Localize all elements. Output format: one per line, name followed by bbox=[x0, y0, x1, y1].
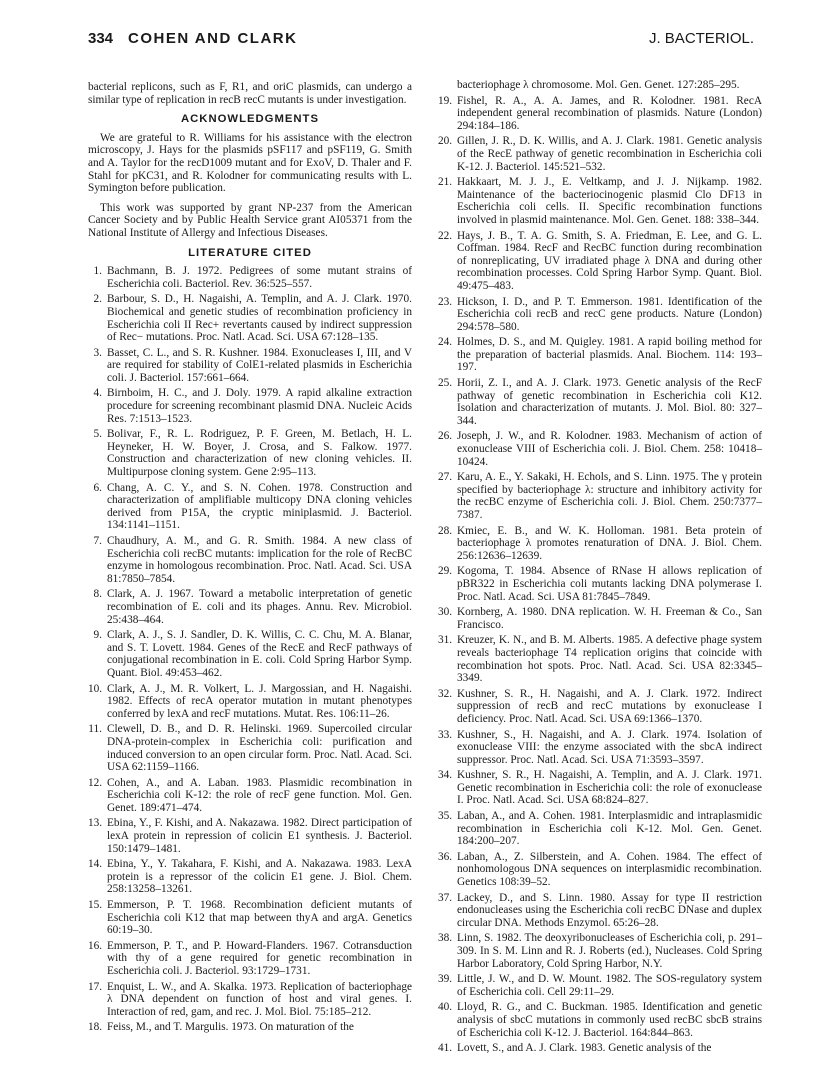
reference-number: 11. bbox=[88, 723, 102, 736]
journal-name: J. BACTERIOL. bbox=[648, 30, 754, 47]
reference-number: 17. bbox=[88, 980, 103, 993]
reference-text: Hays, J. B., T. A. G. Smith, S. A. Friedman, E. Lee, and G. L. Coffman. 1984. RecF and RecBC function during recombination of nonreplicating, UV irradiated phage λ DNA and during other recombination processes. Cold Spring Harbor Symp. Quant. Biol. 49:475–483. bbox=[457, 229, 762, 292]
reference-text: Kornberg, A. 1980. DNA replication. W. H. Freeman & Co., San Francisco. bbox=[457, 606, 762, 631]
reference-item bbox=[438, 1042, 762, 1055]
reference-number: 31. bbox=[438, 634, 453, 647]
right-column bbox=[438, 79, 762, 1058]
reference-number: 5. bbox=[93, 428, 102, 441]
reference-number: 4. bbox=[93, 387, 102, 400]
reference-text: Clark, A. J., M. R. Volkert, L. J. Margossian, and H. Nagaishi. 1982. Effects of recA operator mutation in mutant phenotypes conferred by lexA and recF mutations. Mutat. Res. 106:11–26. bbox=[107, 682, 412, 720]
reference-number: 35. bbox=[438, 810, 453, 823]
reference-text: Holmes, D. S., and M. Quigley. 1981. A rapid boiling method for the preparation of bacterial plasmids. Anal. Biochem. 114: 193–197. bbox=[457, 336, 762, 374]
reference-text: Cohen, A., and A. Laban. 1983. Plasmidic recombination in Escherichia coli K-12: the role of recF gene function. Mol. Gen. Genet. 189:471–474. bbox=[107, 776, 412, 814]
reference-text: Horii, Z. I., and A. J. Clark. 1973. Genetic analysis of the RecF pathway of genetic recombination in Escherichia coli K12. Isolation and characterization of mutants. J. Mol. Biol. 80: 327–344. bbox=[457, 377, 762, 427]
reference-number: 33. bbox=[438, 728, 453, 741]
reference-item bbox=[438, 95, 762, 133]
reference-text: Gillen, J. R., D. K. Willis, and A. J. Clark. 1981. Genetic analysis of the RecE pathway of genetic recombination in Escherichia coli K-12. J. Bacteriol. 145:521–532. bbox=[457, 135, 762, 173]
page-number: 334 bbox=[88, 30, 114, 47]
reference-number: 3. bbox=[93, 346, 102, 359]
reference-item bbox=[88, 777, 412, 815]
reference-text: Clark, A. J., S. J. Sandler, D. K. Willis, C. C. Chu, M. A. Blanar, and S. T. Lovett. 1984. Genes of the RecE and RecF pathways of conjugational recombination in E. coli. Cold Spring Harbor Symp. Quant. Biol. 49:453–462. bbox=[107, 629, 412, 679]
reference-item bbox=[438, 606, 762, 631]
reference-item bbox=[88, 1021, 412, 1034]
reference-item bbox=[88, 387, 412, 425]
reference-number: 2. bbox=[93, 293, 102, 306]
reference-number: 7. bbox=[93, 535, 102, 547]
reference-number: 15. bbox=[88, 899, 103, 912]
reference-item bbox=[88, 817, 412, 855]
reference-item bbox=[438, 377, 762, 427]
reference-number: 1. bbox=[93, 265, 102, 278]
reference-text: Kushner, S., H. Nagaishi, and A. J. Clark. 1974. Isolation of exonuclease VIII: the enzyme associated with the sbcA indirect suppressor. Proc. Natl. Acad. Sci. USA 71:3593–3597. bbox=[457, 728, 762, 766]
reference-text: Karu, A. E., Y. Sakaki, H. Echols, and S. Linn. 1975. The γ protein specified by bacteriophage λ: structure and inhibitory activity for the recBC enzyme of Escherichia coli. J. Biol. Chem. 250:7377–7387. bbox=[457, 471, 762, 521]
reference-item bbox=[88, 899, 412, 937]
acknowledgments-heading: ACKNOWLEDGMENTS bbox=[180, 113, 319, 126]
reference-text: Basset, C. L., and S. R. Kushner. 1984. Exonucleases I, III, and V are required for stability of ColE1-related plasmids in Escherichia coli. J. Bacteriol. 157:661–664. bbox=[107, 346, 412, 384]
reference-list-left bbox=[88, 265, 412, 1034]
reference-text: Lloyd, R. G., and C. Buckman. 1985. Identification and genetic analysis of sbcC mutations in commonly used recBC sbcB strains of Escherichia coli K-12. J. Bacteriol. 164:844–863. bbox=[457, 1001, 762, 1039]
reference-text: Lovett, S., and A. J. Clark. 1983. Genetic analysis of the bbox=[457, 1042, 712, 1055]
reference-item bbox=[438, 230, 762, 293]
reference-number: 22. bbox=[438, 229, 453, 242]
reference-number: 37. bbox=[438, 891, 453, 904]
reference-number: 30. bbox=[438, 606, 453, 619]
reference-number: 28. bbox=[438, 524, 453, 537]
reference-text: Ebina, Y., F. Kishi, and A. Nakazawa. 1982. Direct participation of lexA protein in repression of colicin E1 synthesis. J. Bacteriol. 150:1479–1481. bbox=[107, 817, 412, 855]
reference-item bbox=[438, 336, 762, 374]
reference-item bbox=[438, 932, 762, 970]
reference-text: Enquist, L. W., and A. Skalka. 1973. Replication of bacteriophage λ DNA dependent on function of host and viral genes. I. Interaction of red, gam, and rec. J. Mol. Biol. 75:185–212. bbox=[107, 980, 412, 1018]
reference-item bbox=[88, 482, 412, 532]
reference-item bbox=[438, 176, 762, 226]
reference-list-right bbox=[438, 95, 762, 1055]
reference-item bbox=[88, 858, 412, 896]
reference-text: Bolivar, F., R. L. Rodriguez, P. F. Green, M. Betlach, H. L. Heyneker, H. W. Boyer, J. Crosa, and S. Falkow. 1977. Construction and characterization of new cloning vehicles. II. Multipurpose cloning system. Gene 2:95–113. bbox=[107, 428, 412, 479]
reference-text: Feiss, M., and T. Margulis. 1973. On maturation of the bbox=[107, 1021, 354, 1034]
reference-text: Ebina, Y., Y. Takahara, F. Kishi, and A. Nakazawa. 1983. LexA protein is a repressor of the colicin E1 gene. J. Biol. Chem. 258:13258–13261. bbox=[107, 858, 412, 896]
reference-text: Birnboim, H. C., and J. Doly. 1979. A rapid alkaline extraction procedure for screening recombinant plasmid DNA. Nucleic Acids Res. 7:1513–1523. bbox=[107, 387, 412, 425]
reference-text: Little, J. W., and D. W. Mount. 1982. The SOS-regulatory system of Escherichia coli. Cell 29:11–29. bbox=[457, 973, 762, 998]
reference-number: 18. bbox=[88, 1021, 103, 1034]
reference-item bbox=[438, 851, 762, 889]
reference-item bbox=[88, 723, 412, 773]
reference-text: Kushner, S. R., H. Nagaishi, and A. J. Clark. 1972. Indirect suppression of recB and recC mutations by exonuclease I deficiency. Proc. Natl. Acad. Sci. USA 69:1366–1370. bbox=[457, 687, 762, 725]
reference-item bbox=[438, 565, 762, 603]
reference-number: 34. bbox=[438, 769, 453, 782]
reference-number: 27. bbox=[438, 471, 453, 484]
left-column bbox=[88, 81, 412, 1037]
reference-item bbox=[438, 688, 762, 726]
reference-number: 20. bbox=[438, 135, 453, 148]
reference-item bbox=[438, 892, 762, 930]
reference-item bbox=[88, 981, 412, 1019]
reference-text: Emmerson, P. T., and P. Howard-Flanders. 1967. Cotransduction with thy of a gene required for genetic recombination in Escherichia coli. J. Bacteriol. 93:1729–1731. bbox=[107, 939, 412, 977]
reference-number: 12. bbox=[88, 776, 103, 789]
reference-text: Laban, A., Z. Silberstein, and A. Cohen. 1984. The effect of nonhomologous DNA sequences on interplasmidic recombination. Genetics 108:39–52. bbox=[457, 850, 762, 889]
intro-text: bacterial replicons, such as F, R1, and oriC plasmids, can undergo a similar type of replication in recB recC mutants is under investigation. bbox=[88, 81, 412, 106]
reference-item bbox=[88, 683, 412, 721]
reference-item bbox=[438, 973, 762, 998]
reference-number: 21. bbox=[438, 176, 453, 189]
reference-number: 24. bbox=[438, 336, 453, 349]
reference-text: Kmiec, E. B., and W. K. Holloman. 1981. Beta protein of bacteriophage λ promotes renaturation of DNA. J. Biol. Chem. 256:12636–12639. bbox=[457, 524, 762, 562]
reference-text: Chaudhury, A. M., and G. R. Smith. 1984. A new class of Escherichia coli recBC mutants: implication for the role of RecBC enzyme in homologous recombination. Proc. Natl. Acad. Sci. USA 81:7850–7854. bbox=[107, 535, 412, 585]
reference-item bbox=[438, 525, 762, 563]
reference-item bbox=[88, 588, 412, 626]
reference-text: Emmerson, P. T. 1968. Recombination deficient mutants of Escherichia coli K12 that map between thyA and argA. Genetics 60:19–30. bbox=[107, 899, 412, 937]
reference-number: 13. bbox=[88, 817, 103, 830]
reference-item bbox=[88, 265, 412, 290]
reference-item bbox=[88, 535, 412, 585]
reference-number: 32. bbox=[438, 687, 453, 700]
reference-item bbox=[438, 296, 762, 334]
reference-number: 26. bbox=[438, 430, 453, 443]
reference-number: 10. bbox=[88, 682, 103, 695]
running-authors: COHEN AND CLARK bbox=[128, 30, 298, 47]
reference-number: 14. bbox=[88, 858, 103, 871]
reference-number: 38. bbox=[438, 932, 453, 945]
reference-item bbox=[88, 347, 412, 385]
reference-text: Chang, A. C. Y., and S. N. Cohen. 1978. Construction and characterization of amplifiable multicopy DNA cloning vehicles derived from P15A, the cryptic miniplasmid. J. Bacteriol. 134:1141–1151. bbox=[107, 481, 412, 532]
reference-number: 29. bbox=[438, 565, 453, 578]
reference-item bbox=[88, 428, 412, 478]
reference-item bbox=[438, 471, 762, 521]
reference-number: 25. bbox=[438, 377, 453, 390]
reference-text: Bachmann, B. J. 1972. Pedigrees of some mutant strains of Escherichia coli. Bacteriol. Rev. 36:525–557. bbox=[107, 265, 412, 290]
reference-item bbox=[438, 729, 762, 767]
page-header bbox=[88, 30, 754, 52]
reference-text: Fishel, R. A., A. A. James, and R. Kolodner. 1981. RecA independent general recombination of plasmids. Nature (London) 294:184–186. bbox=[457, 94, 762, 132]
reference-item bbox=[438, 135, 762, 173]
reference-item bbox=[438, 1001, 762, 1039]
funding-paragraph: This work was supported by grant NP-237 from the American Cancer Society and by Public Health Service grant AI05371 from the National Institute of Allergy and Infectious Diseases. bbox=[88, 201, 412, 239]
reference-number: 40. bbox=[438, 1001, 453, 1014]
reference-text: Clewell, D. B., and D. R. Helinski. 1969. Supercoiled circular DNA-protein-complex in Escherichia coli: purification and induced conversion to an open circular form. Proc. Natl. Acad. Sci. USA 62:1159–1166. bbox=[107, 723, 412, 774]
reference-item bbox=[88, 293, 412, 343]
reference-item bbox=[438, 810, 762, 848]
reference-number: 16. bbox=[88, 939, 103, 952]
reference-text: Linn, S. 1982. The deoxyribonucleases of Escherichia coli, p. 291–309. In S. M. Linn and R. J. Roberts (ed.), Nucleases. Cold Spring Harbor Laboratory, Cold Spring Harbor, N.Y. bbox=[457, 932, 762, 970]
literature-cited-heading: LITERATURE CITED bbox=[188, 246, 312, 259]
reference-number: 39. bbox=[438, 973, 453, 986]
reference-item bbox=[438, 634, 762, 684]
reference-item bbox=[88, 629, 412, 679]
reference-item bbox=[438, 769, 762, 807]
reference-item bbox=[438, 430, 762, 468]
reference-text: Kogoma, T. 1984. Absence of RNase H allows replication of pBR322 in Escherichia coli mutants lacking DNA polymerase I. Proc. Natl. Acad. Sci. USA 81:7845–7849. bbox=[457, 565, 762, 603]
reference-text: Joseph, J. W., and R. Kolodner. 1983. Mechanism of action of exonuclease VIII of Escherichia coli. J. Biol. Chem. 258: 10418–10424. bbox=[457, 430, 762, 468]
reference-text: Laban, A., and A. Cohen. 1981. Interplasmidic and intraplasmidic recombination in Escherichia coli K-12. Mol. Gen. Genet. 184:200–207. bbox=[457, 810, 762, 848]
reference-number: 36. bbox=[438, 850, 453, 863]
reference-number: 8. bbox=[93, 588, 102, 601]
reference-text: Barbour, S. D., H. Nagaishi, A. Templin, and A. J. Clark. 1970. Biochemical and genetic studies of recombination proficiency in Escherichia coli II Rec+ revertants caused by indirect suppression of Rec− mutations. Proc. Natl. Acad. Sci. USA 67:128–135. bbox=[107, 293, 412, 344]
reference-continuation: bacteriophage λ chromosome. Mol. Gen. Genet. 127:285–295. bbox=[457, 79, 740, 91]
reference-number: 19. bbox=[438, 94, 453, 107]
reference-number: 9. bbox=[93, 629, 102, 642]
reference-text: Lackey, D., and S. Linn. 1980. Assay for type II restriction endonucleases using the Escherichia coli recBC DNase and duplex circular DNA. Methods Enzymol. 65:26–28. bbox=[457, 891, 762, 929]
reference-text: Hickson, I. D., and P. T. Emmerson. 1981. Identification of the Escherichia coli recB and recC gene products. Nature (London) 294:578–580. bbox=[457, 295, 762, 333]
reference-text: Kushner, S. R., H. Nagaishi, A. Templin, and A. J. Clark. 1971. Genetic recombination in Escherichia coli: the role of exonuclease I. Proc. Natl. Acad. Sci. USA 68:824–827. bbox=[457, 769, 762, 807]
acknowledgments-paragraph: We are grateful to R. Williams for his assistance with the electron microscopy, J. Hays for the plasmids pSF117 and pSF119, G. Smith and A. Taylor for the recD1009 mutant and for ExoV, D. Thaler and F. Stahl for pKC31, and R. Kolodner for communicating results with L. Symington before publication. bbox=[88, 131, 412, 195]
reference-text: Kreuzer, K. N., and B. M. Alberts. 1985. A defective phage system reveals bacteriophage T4 replication origins that coincide with recombination hot spots. Proc. Natl. Acad. Sci. USA 82:3345–3349. bbox=[457, 634, 762, 685]
reference-number: 41. bbox=[438, 1042, 453, 1055]
reference-text: Clark, A. J. 1967. Toward a metabolic interpretation of genetic recombination of E. coli and its phages. Annu. Rev. Microbiol. 25:438–464. bbox=[107, 588, 412, 626]
reference-item bbox=[88, 940, 412, 978]
reference-number: 23. bbox=[438, 295, 453, 308]
reference-text: Hakkaart, M. J. J., E. Veltkamp, and J. J. Nijkamp. 1982. Maintenance of the bacteriocinogenic plasmid Clo DF13 in Escherichia coli cells. II. Specific recombination functions involved in plasmid maintenance. Mol. Gen. Genet. 188: 338–344. bbox=[457, 176, 762, 226]
reference-number: 6. bbox=[93, 481, 102, 494]
